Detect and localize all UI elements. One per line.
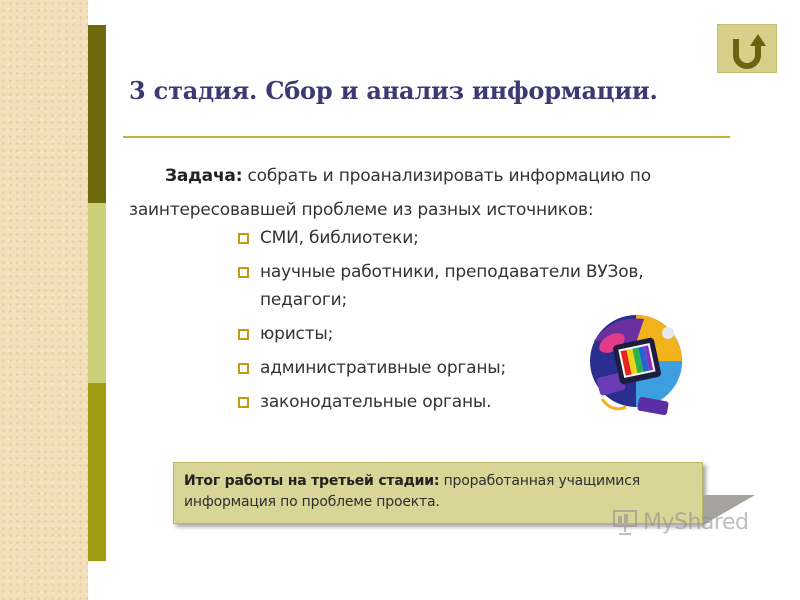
list-item-text: научные работники, преподаватели ВУЗов, педагоги; bbox=[260, 262, 644, 310]
task-paragraph bbox=[129, 159, 729, 227]
return-arrow-icon bbox=[718, 25, 776, 72]
square-bullet-icon bbox=[238, 329, 249, 340]
back-button[interactable] bbox=[717, 24, 777, 73]
square-bullet-icon bbox=[238, 363, 249, 374]
accent-strip-bottom bbox=[88, 383, 106, 561]
task-text: собрать и проанализировать информацию по заинтересовавшей проблеме из разных источников: bbox=[129, 166, 651, 220]
watermark bbox=[611, 507, 748, 537]
list-item-text: административные органы; bbox=[260, 358, 507, 378]
title-divider bbox=[123, 136, 730, 138]
task-label: Задача: bbox=[165, 166, 243, 186]
square-bullet-icon bbox=[238, 233, 249, 244]
computer-media-clipart-icon bbox=[582, 303, 688, 431]
list-item-text: СМИ, библиотеки; bbox=[260, 228, 419, 248]
list-item bbox=[238, 224, 698, 252]
accent-strip-top bbox=[88, 25, 106, 203]
summary-text: проработанная учащимися информация по проблеме проекта. bbox=[184, 473, 640, 510]
decorative-texture-panel bbox=[0, 0, 88, 600]
square-bullet-icon bbox=[238, 267, 249, 278]
list-item-text: юристы; bbox=[260, 324, 334, 344]
slide-title: 3 стадия. Сбор и анализ информации. bbox=[129, 76, 658, 105]
accent-strip-middle bbox=[88, 203, 106, 383]
presentation-board-icon bbox=[611, 508, 639, 536]
list-item-text: законодательные органы. bbox=[260, 392, 492, 412]
square-bullet-icon bbox=[238, 397, 249, 408]
summary-label: Итог работы на третьей стадии: bbox=[184, 473, 440, 489]
watermark-text: MyShared bbox=[643, 509, 749, 535]
